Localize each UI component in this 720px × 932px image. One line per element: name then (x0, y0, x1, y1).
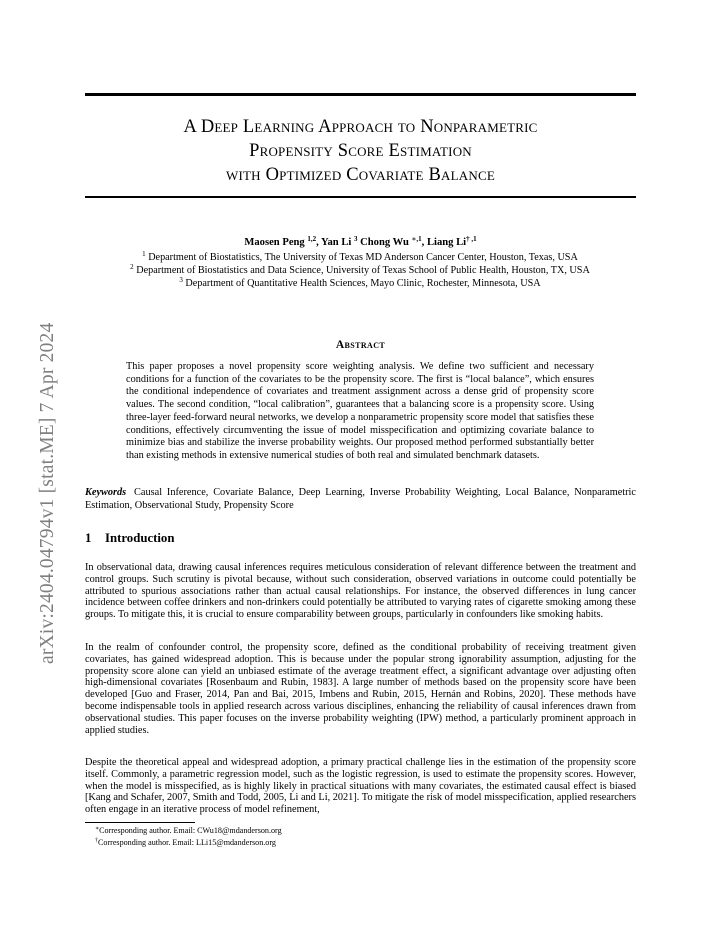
author-affiliation-mark: 1,2 (307, 235, 317, 243)
affiliation-text: Department of Biostatistics and Data Science, University of Texas School of Public Health, Houston, TX, USA (133, 265, 590, 276)
author-affiliation-mark: ∗,1 (411, 235, 422, 243)
footnote-2 (95, 838, 595, 848)
author-list (85, 236, 636, 250)
title-bottom-rule (85, 196, 636, 198)
affiliation-text: Department of Quantitative Health Sciences, Mayo Clinic, Rochester, Minnesota, USA (182, 278, 541, 289)
affiliation-2 (60, 264, 660, 277)
paragraph-3: Despite the theoretical appeal and widespread adoption, a primary practical challenge lies in the estimation of the propensity score itself. Commonly, a parametric regression model, such as the logistic regression, is used to estimate the propensity scores. However, when the model is misspecified, as is highly likely in practical situations with many covariates, the estimated causal effect is biased [Kang and Schafer, 2007, Smith and Todd, 2005, Li and Li, 2021]. To mitigate the risk of model misspecification, applied researchers often engage in an iterative process of model refinement, (85, 757, 636, 816)
footnote-text: Corresponding author. Email: LLi15@mdanderson.org (98, 838, 276, 847)
footnote-mark: ∗ (95, 826, 100, 832)
author-name: , Yan Li (316, 237, 354, 248)
abstract-heading: Abstract (335, 339, 386, 351)
title-line-2: Propensity Score Estimation (249, 141, 472, 161)
author-name: Maosen Peng (244, 237, 308, 248)
abstract-body: This paper proposes a novel propensity score weighting analysis. We define two sufficient and necessary conditions for a function of the covariates to be the propensity score. The first is “local balance”, which ensures the conditional independence of covariates and treatment assignment across a dense grid of propensity score values. The second condition, “local calibration”, guarantees that a balancing score is a propensity score. Using three-layer feed-forward neural networks, we develop a nonparametric propensity score model that satisfies these conditions, effectively circumventing the issue of model misspecification and optimizing covariate balance to minimize bias and stabilize the inverse probability weights. Our proposed method performed substantially better than existing methods in extensive numerical studies of both real and simulated benchmark datasets. (126, 361, 594, 461)
arxiv-identifier: arXiv:2404.04794v1 [stat.ME] 7 Apr 2024 (37, 322, 58, 664)
title-top-rule (85, 93, 636, 96)
author-affiliation-mark: 3 (353, 235, 358, 243)
affiliation-mark: 2 (130, 263, 134, 271)
footnote-mark: † (95, 838, 98, 844)
footnote-text: Corresponding author. Email: CWu18@mdanderson.org (99, 826, 282, 835)
affiliation-1 (60, 251, 660, 264)
title-line-3: with Optimized Covariate Balance (226, 165, 495, 185)
paper-title (85, 115, 636, 187)
section-title: Introduction (105, 531, 175, 545)
author-affiliation-mark: † ,1 (466, 235, 477, 243)
section-heading-introduction (85, 531, 636, 546)
author-name: Chong Wu (357, 237, 412, 248)
affiliation-mark: 1 (142, 250, 146, 258)
author-name: , Liang Li (421, 237, 467, 248)
footnote-rule (85, 822, 195, 823)
title-line-1: A Deep Learning Approach to Nonparametric (183, 117, 538, 137)
paragraph-1: In observational data, drawing causal inferences requires meticulous consideration of relevant difference between the treatment and control groups. Such scrutiny is pivotal because, without such consideration, observed variations in outcome could potentially be attributed to spurious associations rather than actual causal relationships. For instance, the observed differences in lung cancer incidence between coffee drinkers and non-drinkers could potentially be attributed to varying rates of cigarette smoking among these groups. To mitigate this, it is crucial to ensure comparability between groups, particularly in confounders like smoking habits. (85, 562, 636, 621)
affiliation-text: Department of Biostatistics, The University of Texas MD Anderson Cancer Center, Houston, Texas, USA (145, 252, 578, 263)
keywords-label: Keywords (85, 487, 127, 498)
affiliation-mark: 3 (179, 276, 183, 284)
keywords (85, 487, 636, 512)
footnote-1 (95, 826, 595, 836)
affiliation-3 (60, 277, 660, 290)
section-number: 1 (85, 531, 92, 545)
keywords-text: Causal Inference, Covariate Balance, Deep Learning, Inverse Probability Weighting, Local Balance, Nonparametric Estimation, Observational Study, Propensity Score (85, 487, 636, 511)
paragraph-2: In the realm of confounder control, the propensity score, defined as the conditional probability of receiving treatment given covariates, has gained widespread adoption. This is because under the popular strong ignorability assumption, adjusting for the propensity score alone can yield an unbiased estimate of the average treatment effect, a significant advantage over adjusting often high-dimensional covariates [Rosenbaum and Rubin, 1983]. A large number of methods based on the propensity score have been developed [Guo and Fraser, 2014, Pan and Bai, 2015, Imbens and Rubin, 2015, Hernán and Robins, 2020]. These methods have become indispensable tools in applied research across various disciplines, enhancing the reliability of causal inferences drawn from observational studies. This paper focuses on the inverse probability weighting (IPW) method, a particularly prominent approach in applied studies. (85, 642, 636, 736)
